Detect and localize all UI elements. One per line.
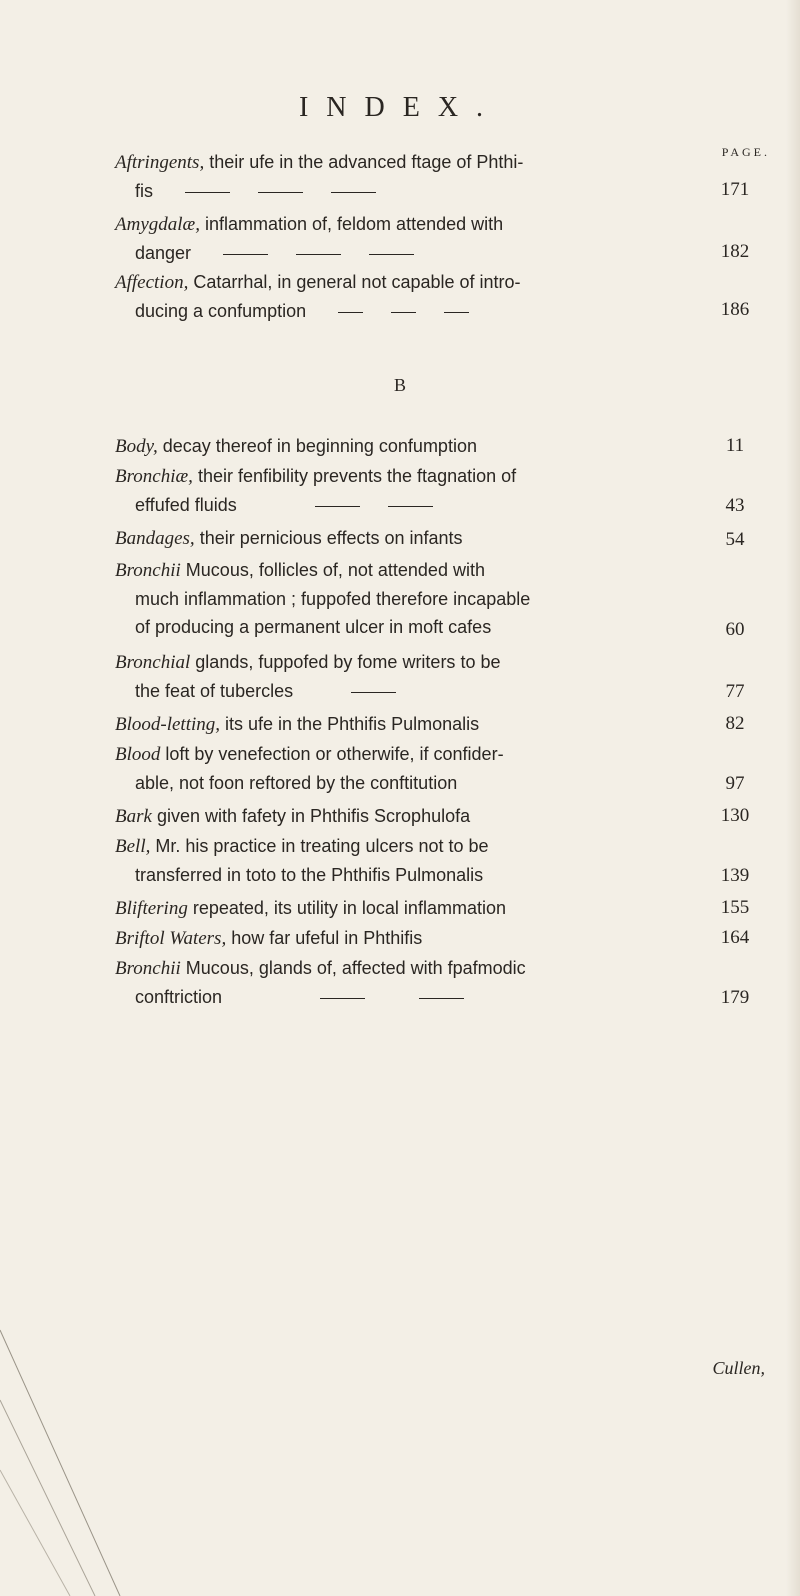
entry-text: their pernicious effects on infants — [194, 528, 463, 548]
entry-page-number: 97 — [725, 773, 745, 794]
entry-head: Bronchial — [115, 652, 191, 673]
entry-head: Bronchii — [115, 560, 181, 581]
index-entry — [115, 556, 675, 641]
index-entry — [115, 268, 675, 325]
index-entry — [115, 148, 675, 205]
entry-head: Bronchiæ, — [115, 466, 193, 487]
section-letter: B — [393, 375, 406, 395]
leader-rules — [255, 491, 447, 519]
entry-text: repeated, its utility in local inflammation — [187, 898, 506, 918]
entry-head: Amygdalæ, — [115, 214, 200, 235]
entry-text: their fenfibility prevents the ftagnation of — [192, 466, 517, 486]
entry-page-number: 82 — [725, 713, 745, 734]
entry-text: much inflammation ; fuppofed therefore incapable — [135, 589, 531, 609]
entry-text: glands, fuppofed by fome writers to be — [190, 652, 501, 672]
entry-text: given with fafety in Phthifis Scrophulofa — [151, 806, 471, 826]
entry-text: Mucous, glands of, affected with fpafmodic — [180, 958, 526, 978]
entry-text: ducing a confumption — [135, 301, 307, 321]
entry-page-number: 11 — [725, 435, 745, 456]
index-entry — [115, 648, 675, 705]
entry-page-number: 171 — [720, 179, 750, 200]
entry-text: fis — [135, 181, 153, 201]
entry-text: its ufe in the Phthifis Pulmonalis — [220, 714, 480, 734]
entry-text: of producing a permanent ulcer in moft cafes — [135, 617, 492, 637]
page-edge-shadow — [786, 0, 800, 1596]
page-column-label: PAGE. — [721, 145, 770, 159]
entry-page-number: 164 — [720, 927, 750, 948]
index-entry — [115, 210, 675, 267]
entry-text: transferred in toto to the Phthifis Pulmonalis — [135, 865, 484, 885]
entry-page-number: 60 — [725, 619, 745, 640]
entry-text: conftriction — [135, 987, 223, 1007]
entry-text: Mucous, follicles of, not attended with — [180, 560, 485, 580]
index-entry — [115, 524, 675, 553]
index-entry — [115, 710, 675, 739]
index-entry — [115, 740, 675, 797]
entry-text: decay thereof in beginning confumption — [157, 436, 477, 456]
entry-text: effufed fluids — [135, 495, 237, 515]
entry-head: Bell, — [115, 836, 151, 857]
entry-head: Affection, — [115, 272, 189, 293]
entry-page-number: 139 — [720, 865, 750, 886]
entry-head: Bliftering — [115, 898, 188, 919]
index-entry — [115, 924, 675, 953]
entry-head: Bandages, — [115, 528, 195, 549]
entry-head: Body, — [115, 436, 158, 457]
index-entry — [115, 802, 675, 831]
entry-page-number: 54 — [725, 529, 745, 550]
entry-page-number: 155 — [720, 897, 750, 918]
page-fold-lines — [0, 0, 140, 1596]
entry-page-number: 186 — [720, 299, 750, 320]
leader-rules — [311, 677, 410, 705]
entry-page-number: 130 — [720, 805, 750, 826]
leader-rules — [209, 239, 428, 267]
entry-head: Bark — [115, 806, 152, 827]
entry-text: how far ufeful in Phthifis — [226, 928, 423, 948]
entry-head: Aftringents, — [115, 152, 205, 173]
leader-rules — [324, 297, 483, 325]
index-entry — [115, 832, 675, 889]
entry-text: Catarrhal, in general not capable of intro- — [188, 272, 521, 292]
entry-text: their ufe in the advanced ftage of Phthi- — [204, 152, 524, 172]
entry-head: Blood-letting, — [115, 714, 221, 735]
entry-text: Mr. his practice in treating ulcers not to be — [150, 836, 489, 856]
entry-head: Bronchii — [115, 958, 181, 979]
index-entry — [115, 954, 675, 1011]
entry-head: Blood — [115, 744, 161, 765]
entry-page-number: 179 — [720, 987, 750, 1008]
index-entry — [115, 894, 675, 923]
entry-page-number: 182 — [720, 241, 750, 262]
entry-text: able, not foon reftored by the conftitution — [135, 773, 458, 793]
catchword: Cullen, — [712, 1358, 765, 1378]
index-entry — [115, 432, 675, 461]
entry-text: loft by venefection or otherwife, if confider- — [160, 744, 504, 764]
leader-rules — [240, 983, 478, 1011]
leader-rules — [171, 177, 390, 205]
entry-page-number: 77 — [725, 681, 745, 702]
index-entry — [115, 462, 675, 519]
entry-text: danger — [135, 243, 192, 263]
page-title: INDEX. — [298, 92, 502, 123]
entry-text: inflammation of, feldom attended with — [199, 214, 504, 234]
entry-text: the feat of tubercles — [135, 681, 294, 701]
entry-head: Briftol Waters, — [115, 928, 227, 949]
entry-page-number: 43 — [725, 495, 745, 516]
